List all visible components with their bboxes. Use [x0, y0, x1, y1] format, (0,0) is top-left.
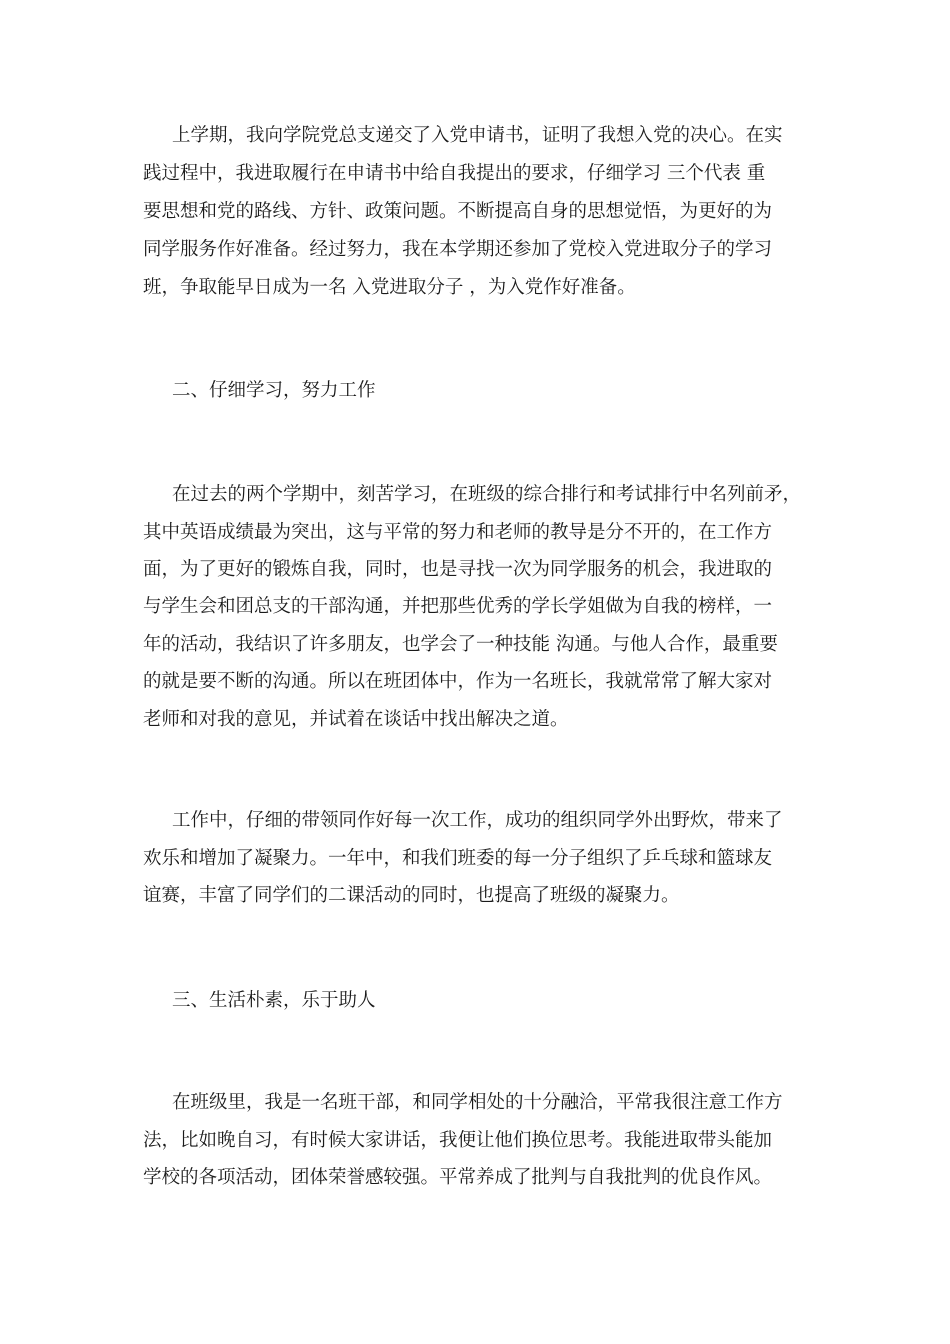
- paragraph-2-line-2: 其中英语成绩最为突出，这与平常的努力和老师的教导是分不开的，在工作方: [143, 522, 773, 543]
- paragraph-2-line-7: 老师和对我的意见，并试着在谈话中找出解决之道。: [143, 709, 569, 730]
- paragraph-3-line-2: 欢乐和增加了凝聚力。一年中，和我们班委的每一分子组织了乒乓球和篮球友: [143, 848, 773, 869]
- paragraph-2-line-6: 的就是要不断的沟通。所以在班团体中，作为一名班长，我就常常了解大家对: [143, 671, 773, 692]
- paragraph-4-line-2: 法，比如晚自习，有时候大家讲话，我便让他们换位思考。我能进取带头能加: [143, 1130, 773, 1151]
- paragraph-1-line-2: 践过程中，我进取履行在申请书中给自我提出的要求，仔细学习 三个代表 重: [143, 163, 766, 184]
- paragraph-2-line-1: 在过去的两个学期中，刻苦学习，在班级的综合排行和考试排行中名列前矛，: [172, 484, 802, 505]
- paragraph-2-line-4: 与学生会和团总支的干部沟通，并把那些优秀的学长学姐做为自我的榜样，一: [143, 596, 773, 617]
- paragraph-4-line-1: 在班级里，我是一名班干部，和同学相处的十分融洽，平常我很注意工作方: [172, 1092, 783, 1113]
- paragraph-2-line-5: 年的活动，我结识了许多朋友，也学会了一种技能 沟通。与他人合作，最重要: [143, 634, 778, 655]
- paragraph-3-line-3: 谊赛，丰富了同学们的二课活动的同时，也提高了班级的凝聚力。: [143, 885, 680, 906]
- paragraph-2-line-3: 面，为了更好的锻炼自我，同时，也是寻找一次为同学服务的机会，我进取的: [143, 559, 773, 580]
- paragraph-1-line-4: 同学服务作好准备。经过努力，我在本学期还参加了党校入党进取分子的学习: [143, 239, 773, 260]
- paragraph-3-line-1: 工作中，仔细的带领同作好每一次工作，成功的组织同学外出野炊，带来了: [172, 810, 783, 831]
- section-heading-3: 三、生活朴素，乐于助人: [172, 990, 376, 1011]
- paragraph-4-line-3: 学校的各项活动，团体荣誉感较强。平常养成了批判与自我批判的优良作风。: [143, 1167, 773, 1188]
- paragraph-1-line-1: 上学期，我向学院党总支递交了入党申请书，证明了我想入党的决心。在实: [172, 125, 783, 146]
- paragraph-1-line-3: 要思想和党的路线、方针、政策问题。不断提高自身的思想觉悟，为更好的为: [143, 201, 773, 222]
- section-heading-2: 二、仔细学习，努力工作: [172, 380, 376, 401]
- paragraph-1-line-5: 班，争取能早日成为一名 入党进取分子 ，为入党作好准备。: [143, 277, 636, 298]
